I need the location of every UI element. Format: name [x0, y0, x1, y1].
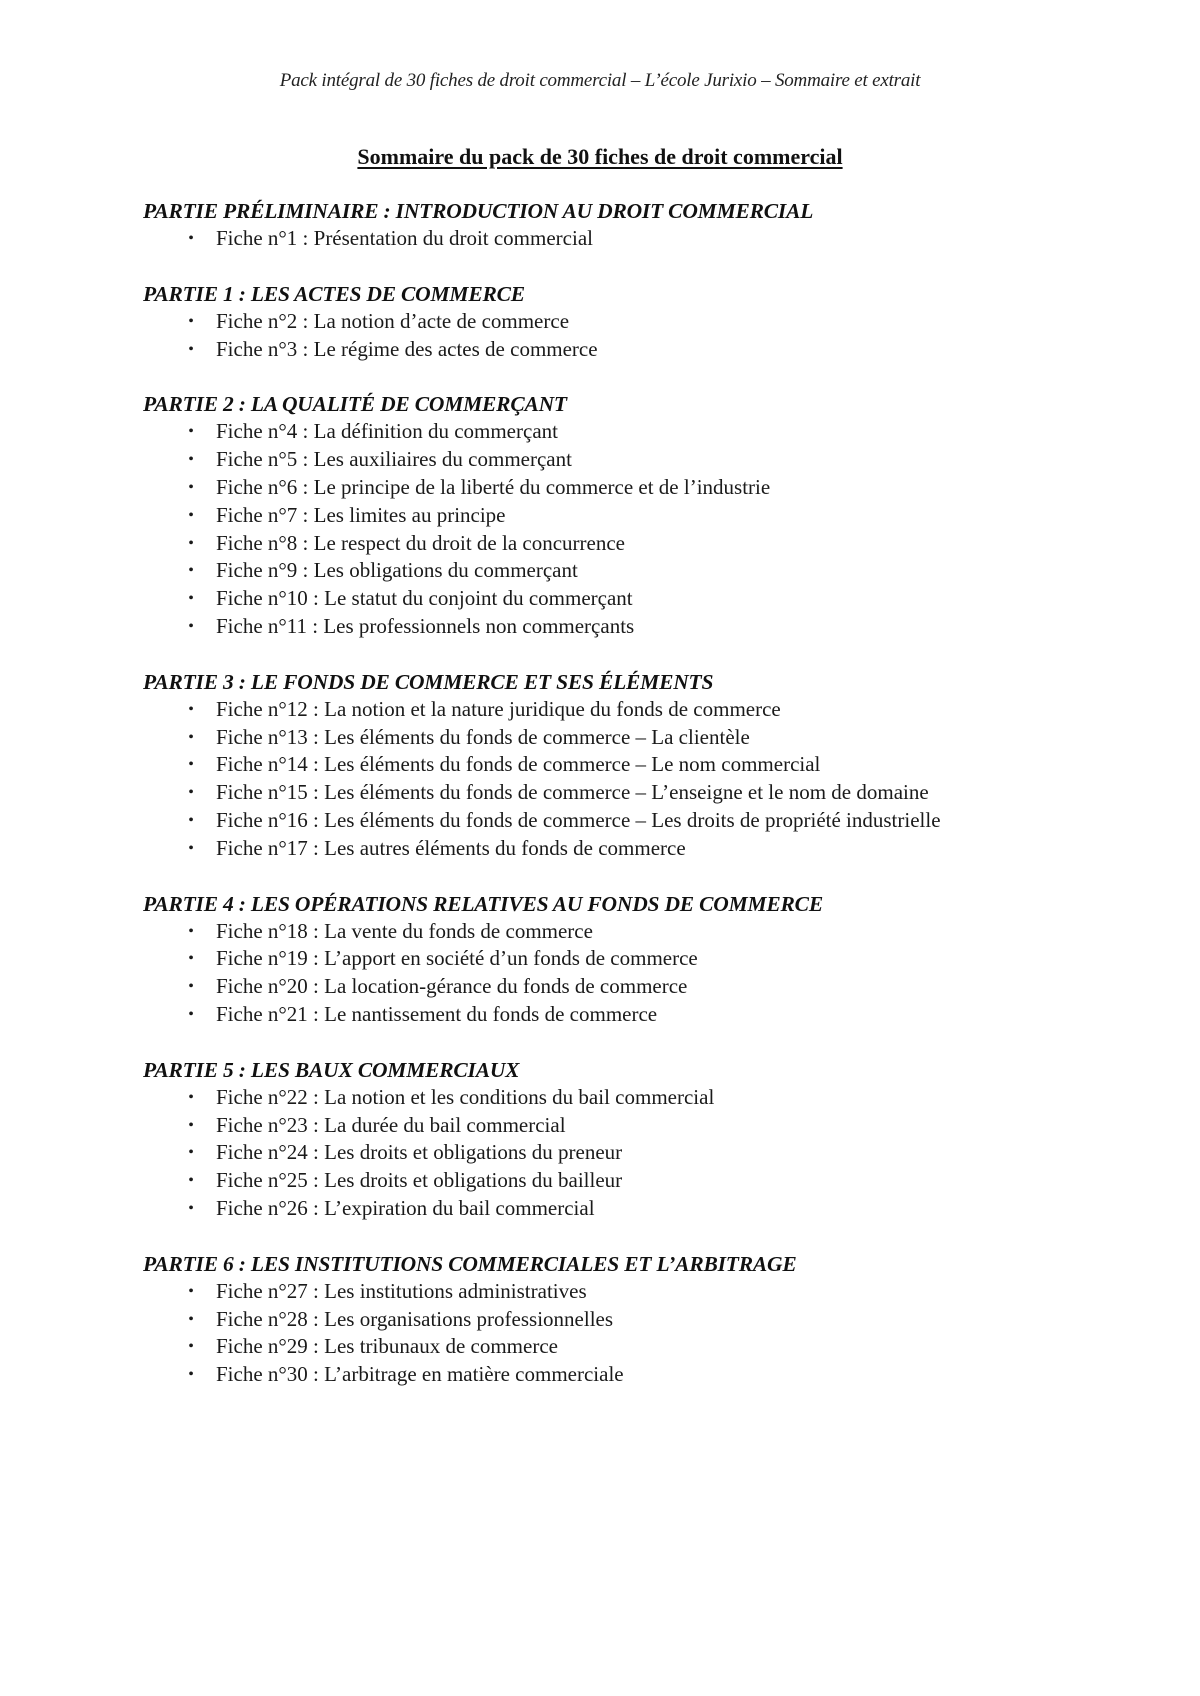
section-heading: PARTIE 1 : LES ACTES DE COMMERCE	[143, 281, 525, 306]
fiche-item	[143, 751, 1163, 779]
fiche-label: Fiche n°24 : Les droits et obligations du preneur	[216, 1140, 623, 1165]
fiche-item	[143, 585, 1163, 613]
bullet-icon: •	[188, 590, 194, 608]
fiche-item	[143, 502, 1163, 530]
fiche-item	[143, 1112, 1163, 1140]
document-title: Sommaire du pack de 30 fiches de droit commercial	[357, 144, 843, 169]
fiche-item	[143, 557, 1163, 585]
bullet-icon: •	[188, 1366, 194, 1384]
fiche-label: Fiche n°27 : Les institutions administratives	[216, 1278, 587, 1303]
fiche-list	[143, 918, 1163, 1029]
section-heading: PARTIE 5 : LES BAUX COMMERCIAUX	[143, 1057, 520, 1082]
bullet-icon: •	[188, 1005, 194, 1023]
fiche-label: Fiche n°8 : Le respect du droit de la concurrence	[216, 530, 625, 555]
fiche-list	[143, 308, 1163, 364]
toc-section	[143, 668, 1163, 863]
fiche-item	[143, 418, 1163, 446]
fiche-label: Fiche n°26 : L’expiration du bail commercial	[216, 1195, 595, 1220]
fiche-item	[143, 1333, 1163, 1361]
bullet-icon: •	[188, 1144, 194, 1162]
bullet-icon: •	[188, 1199, 194, 1217]
fiche-label: Fiche n°15 : Les éléments du fonds de commerce – L’enseigne et le nom de domaine	[216, 780, 929, 805]
fiche-label: Fiche n°9 : Les obligations du commerçant	[216, 558, 578, 583]
bullet-icon: •	[188, 950, 194, 968]
bullet-icon: •	[188, 451, 194, 469]
fiche-item	[143, 1167, 1163, 1195]
fiche-item	[143, 918, 1163, 946]
fiche-list	[143, 225, 1163, 253]
bullet-icon: •	[188, 230, 194, 247]
bullet-icon: •	[188, 811, 194, 829]
fiche-label: Fiche n°10 : Le statut du conjoint du commerçant	[216, 586, 633, 611]
fiche-item	[143, 1306, 1163, 1334]
fiche-label: Fiche n°28 : Les organisations professionnelles	[216, 1306, 614, 1331]
fiche-label: Fiche n°17 : Les autres éléments du fonds de commerce	[216, 835, 686, 860]
bullet-icon: •	[188, 1088, 194, 1106]
bullet-icon: •	[188, 1282, 194, 1300]
fiche-item	[143, 336, 1163, 364]
fiche-label: Fiche n°18 : La vente du fonds de commerce	[216, 918, 593, 943]
fiche-item	[143, 613, 1163, 641]
bullet-icon: •	[188, 1338, 194, 1356]
fiche-label: Fiche n°14 : Les éléments du fonds de commerce – Le nom commercial	[216, 752, 821, 777]
toc-section	[143, 1250, 1163, 1389]
fiche-list	[143, 1278, 1163, 1389]
fiche-item	[143, 225, 1163, 253]
fiche-label: Fiche n°3 : Le régime des actes de commerce	[216, 336, 598, 361]
bullet-icon: •	[188, 562, 194, 580]
bullet-icon: •	[188, 1116, 194, 1134]
fiche-label: Fiche n°30 : L’arbitrage en matière commerciale	[216, 1362, 624, 1387]
fiche-item	[143, 1278, 1163, 1306]
fiche-label: Fiche n°23 : La durée du bail commercial	[216, 1112, 566, 1137]
bullet-icon: •	[188, 784, 194, 802]
fiche-label: Fiche n°16 : Les éléments du fonds de commerce – Les droits de propriété industrielle	[216, 807, 941, 832]
fiche-list	[143, 418, 1163, 640]
toc-section	[143, 197, 1163, 253]
toc-section	[143, 890, 1163, 1029]
fiche-label: Fiche n°2 : La notion d’acte de commerce	[216, 308, 570, 333]
fiche-item	[143, 1001, 1163, 1029]
table-of-contents	[143, 197, 1163, 1416]
fiche-item	[143, 696, 1163, 724]
fiche-label: Fiche n°20 : La location-gérance du fonds de commerce	[216, 974, 688, 999]
bullet-icon: •	[188, 922, 194, 940]
bullet-icon: •	[188, 728, 194, 746]
fiche-item	[143, 1195, 1163, 1223]
fiche-item	[143, 308, 1163, 336]
fiche-item	[143, 835, 1163, 863]
fiche-list	[143, 1084, 1163, 1223]
fiche-label: Fiche n°4 : La définition du commerçant	[216, 419, 558, 444]
bullet-icon: •	[188, 839, 194, 857]
bullet-icon: •	[188, 1310, 194, 1328]
fiche-label: Fiche n°7 : Les limites au principe	[216, 502, 506, 527]
toc-section	[143, 1056, 1163, 1223]
fiche-item	[143, 530, 1163, 558]
bullet-icon: •	[188, 617, 194, 635]
fiche-label: Fiche n°12 : La notion et la nature juridique du fonds de commerce	[216, 696, 781, 721]
fiche-item	[143, 973, 1163, 1001]
fiche-label: Fiche n°11 : Les professionnels non commerçants	[216, 613, 635, 638]
bullet-icon: •	[188, 756, 194, 774]
section-heading: PARTIE 6 : LES INSTITUTIONS COMMERCIALES ET L’ARBITRAGE	[143, 1251, 797, 1276]
fiche-item	[143, 1361, 1163, 1389]
bullet-icon: •	[188, 978, 194, 996]
toc-section	[143, 280, 1163, 364]
fiche-label: Fiche n°21 : Le nantissement du fonds de commerce	[216, 1001, 658, 1026]
bullet-icon: •	[188, 478, 194, 496]
bullet-icon: •	[188, 1172, 194, 1190]
bullet-icon: •	[188, 534, 194, 552]
bullet-icon: •	[188, 506, 194, 524]
running-header: Pack intégral de 30 fiches de droit commercial – L’école Jurixio – Sommaire et extrait	[279, 70, 921, 91]
section-heading: PARTIE PRÉLIMINAIRE : INTRODUCTION AU DROIT COMMERCIAL	[143, 199, 814, 223]
fiche-label: Fiche n°19 : L’apport en société d’un fonds de commerce	[216, 946, 698, 971]
fiche-item	[143, 807, 1163, 835]
section-heading: PARTIE 2 : LA QUALITÉ DE COMMERÇANT	[143, 392, 567, 417]
fiche-label: Fiche n°6 : Le principe de la liberté du commerce et de l’industrie	[216, 474, 771, 499]
fiche-label: Fiche n°5 : Les auxiliaires du commerçant	[216, 447, 572, 472]
fiche-item	[143, 1084, 1163, 1112]
fiche-item	[143, 474, 1163, 502]
bullet-icon: •	[188, 340, 194, 358]
fiche-label: Fiche n°29 : Les tribunaux de commerce	[216, 1334, 558, 1359]
fiche-item	[143, 446, 1163, 474]
bullet-icon: •	[188, 312, 194, 330]
bullet-icon: •	[188, 423, 194, 441]
toc-section	[143, 390, 1163, 640]
fiche-item	[143, 945, 1163, 973]
fiche-item	[143, 779, 1163, 807]
fiche-label: Fiche n°13 : Les éléments du fonds de commerce – La clientèle	[216, 724, 750, 749]
fiche-list	[143, 696, 1163, 863]
section-heading: PARTIE 3 : LE FONDS DE COMMERCE ET SES ÉLÉMENTS	[143, 669, 714, 694]
fiche-label: Fiche n°22 : La notion et les conditions du bail commercial	[216, 1084, 715, 1109]
fiche-item	[143, 1139, 1163, 1167]
fiche-label: Fiche n°1 : Présentation du droit commercial	[216, 226, 593, 250]
section-heading: PARTIE 4 : LES OPÉRATIONS RELATIVES AU FONDS DE COMMERCE	[143, 891, 823, 916]
bullet-icon: •	[188, 700, 194, 718]
fiche-label: Fiche n°25 : Les droits et obligations du bailleur	[216, 1168, 623, 1193]
fiche-item	[143, 724, 1163, 752]
